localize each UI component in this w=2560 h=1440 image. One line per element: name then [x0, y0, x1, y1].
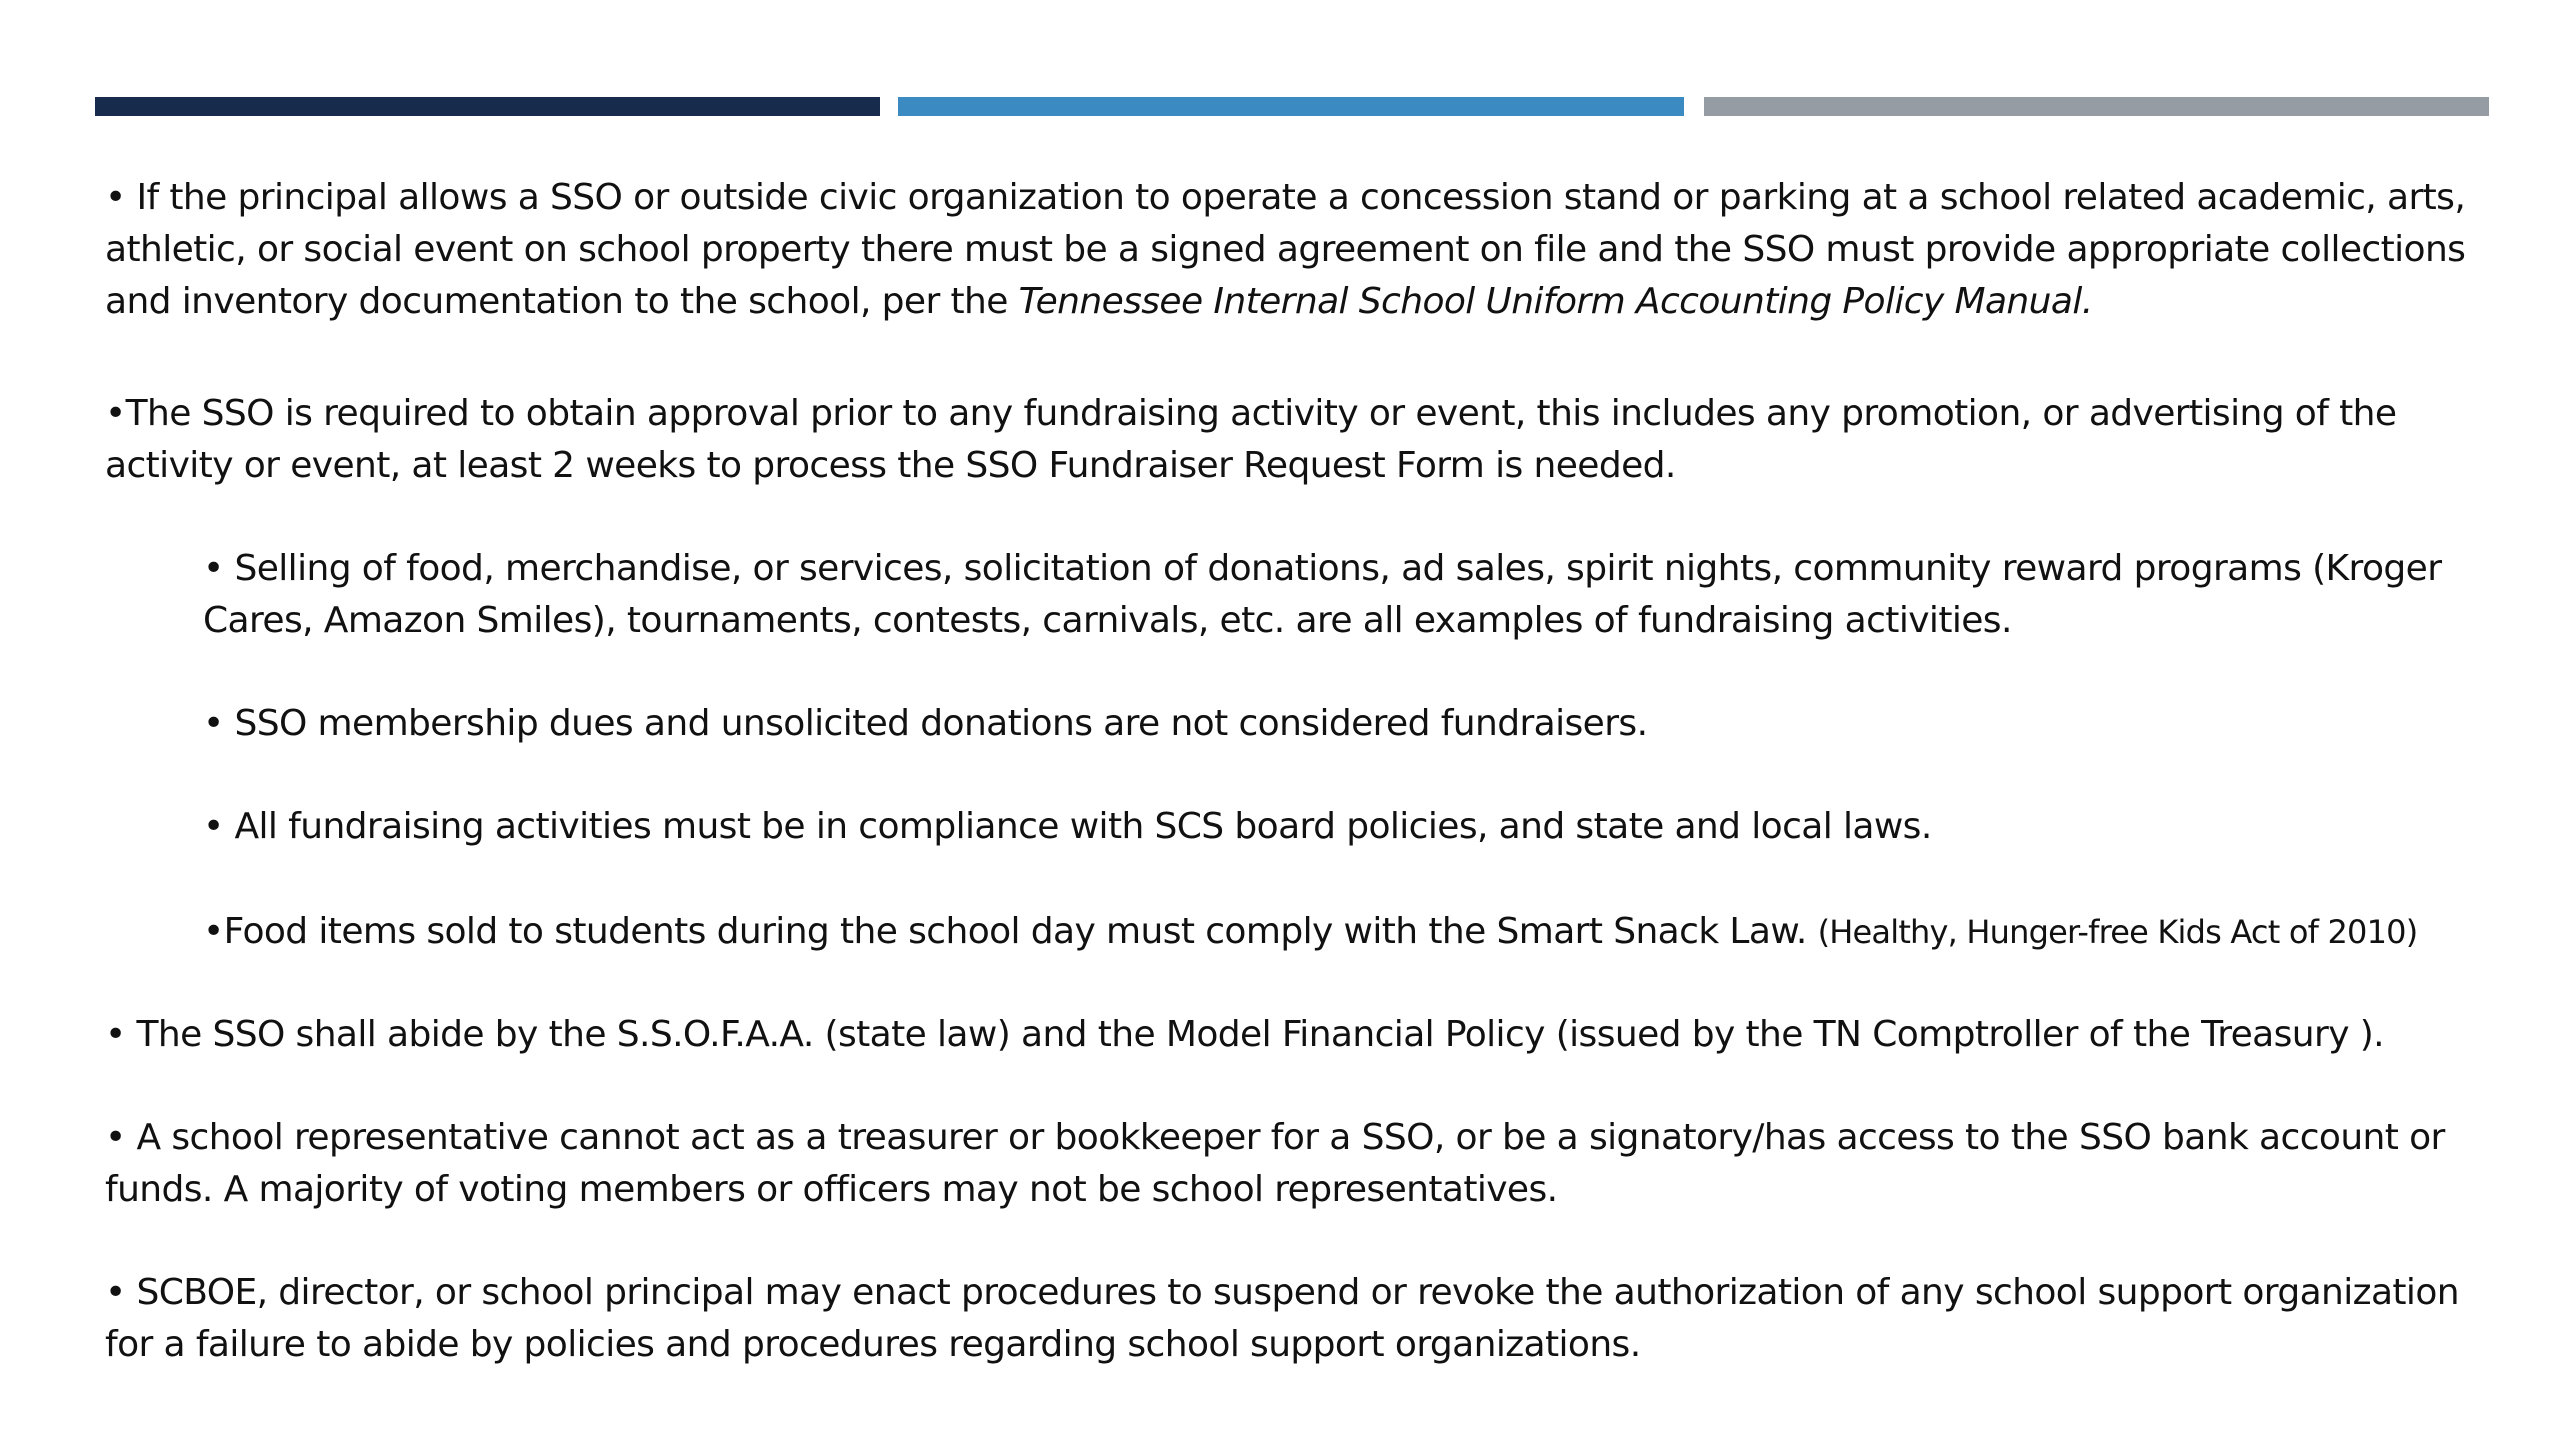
- text-segment: •Food items sold to students during the school day must comply with the Smart Snack Law.: [203, 911, 1818, 952]
- text-line: •The SSO is required to obtain approval prior to any fundraising activity or event, this includes any promotion, or advertising of the: [105, 393, 2397, 434]
- text-line: [203, 906, 2417, 958]
- text-line: • All fundraising activities must be in compliance with SCS board policies, and state and local laws.: [203, 806, 1932, 847]
- bullet-ssofaa-policy: [105, 1009, 2384, 1061]
- text-line: • SSO membership dues and unsolicited donations are not considered fundraisers.: [203, 703, 1648, 744]
- text-line: activity or event, at least 2 weeks to process the SSO Fundraiser Request Form is needed.: [105, 445, 1676, 486]
- text-line: • SCBOE, director, or school principal may enact procedures to suspend or revoke the authorization of any school support organization: [105, 1272, 2459, 1313]
- bullet-school-representative: [105, 1112, 2445, 1216]
- text-line: • The SSO shall abide by the S.S.O.F.A.A. (state law) and the Model Financial Policy (issued by the TN Comptroller of the Treasury ).: [105, 1014, 2385, 1055]
- bullet-authorization-revocation: [105, 1267, 2459, 1371]
- text-line: athletic, or social event on school property there must be a signed agreement on file and the SSO must provide appropriate collections: [105, 229, 2466, 270]
- text-line: • If the principal allows a SSO or outside civic organization to operate a concession stand or parking at a school related academic, arts,: [105, 177, 2466, 218]
- text-line: [105, 276, 2465, 328]
- text-line: • Selling of food, merchandise, or services, solicitation of donations, ad sales, spirit nights, community reward programs (Kroger: [203, 548, 2442, 589]
- text-line: • A school representative cannot act as a treasurer or bookkeeper for a SSO, or be a signatory/has access to the SSO bank account or: [105, 1117, 2445, 1158]
- bullet-concession-agreement: [105, 172, 2465, 328]
- sub-bullet-compliance: [203, 801, 1932, 853]
- header-accent-bar-navy: [95, 97, 880, 116]
- law-citation: (Healthy, Hunger-free Kids Act of 2010): [1817, 913, 2418, 951]
- sub-bullet-smart-snack-law: [203, 906, 2417, 958]
- manual-title: Tennessee Internal School Uniform Accounting Policy Manual.: [1018, 281, 2093, 322]
- sub-bullet-fundraising-examples: [203, 543, 2441, 647]
- header-accent-bar-gray: [1704, 97, 2489, 116]
- bullet-fundraising-approval: [105, 388, 2396, 492]
- text-line: for a failure to abide by policies and procedures regarding school support organizations.: [105, 1324, 1641, 1365]
- text-line: funds. A majority of voting members or officers may not be school representatives.: [105, 1169, 1558, 1210]
- header-accent-bar-blue: [898, 97, 1684, 116]
- text-segment: and inventory documentation to the school, per the: [105, 281, 1019, 322]
- text-line: Cares, Amazon Smiles), tournaments, contests, carnivals, etc. are all examples of fundraising activities.: [203, 600, 2012, 641]
- sub-bullet-membership-dues: [203, 698, 1647, 750]
